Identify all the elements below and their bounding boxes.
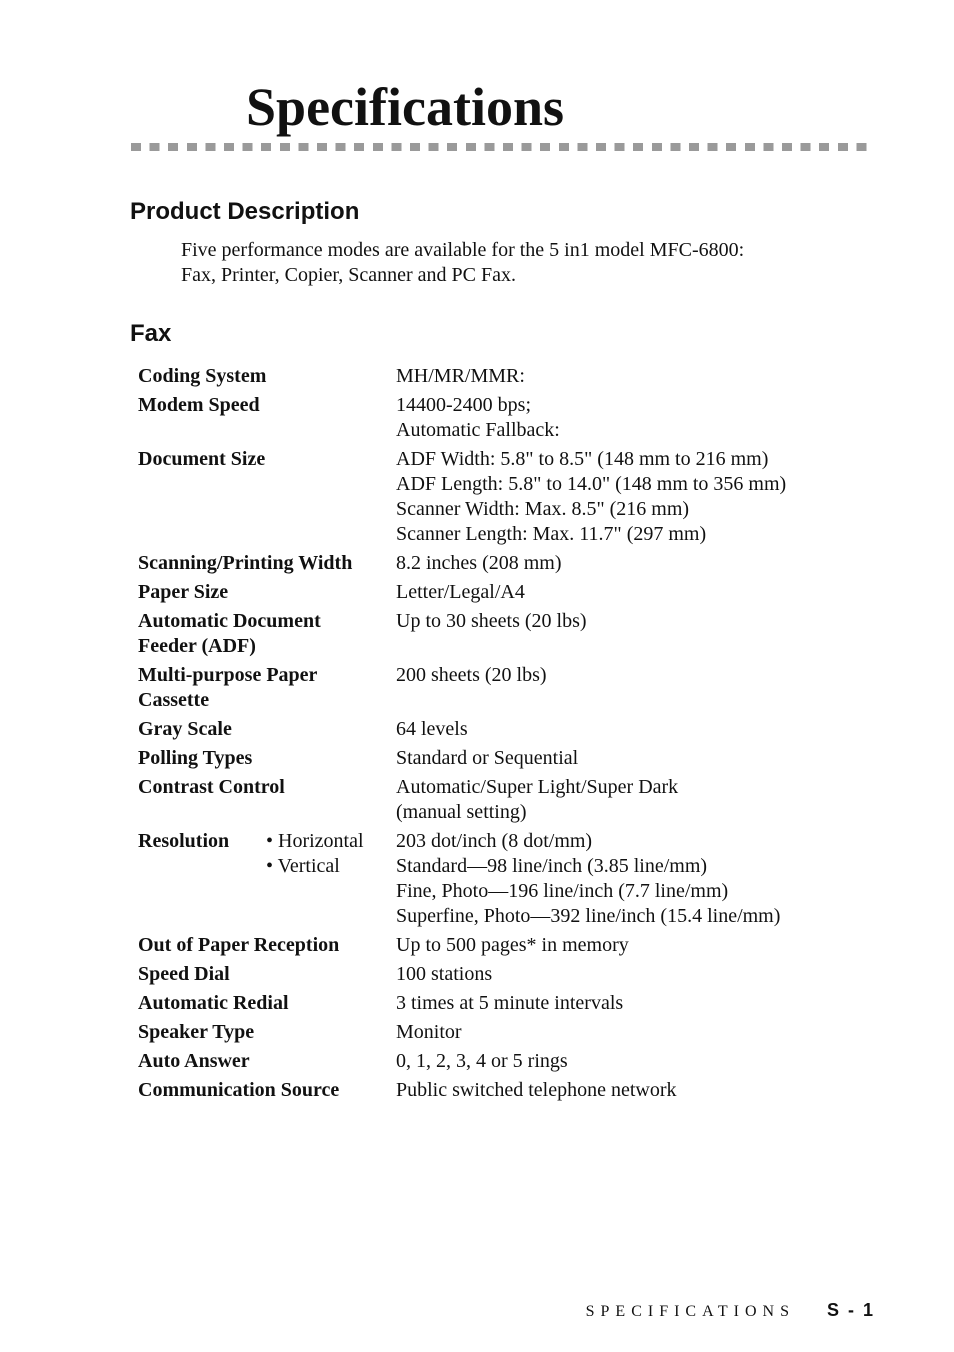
- spec-value-line: Automatic Fallback:: [396, 419, 560, 441]
- product-description-line: Fax, Printer, Copier, Scanner and PC Fax.: [181, 264, 517, 286]
- spec-value-line: Standard or Sequential: [396, 747, 579, 769]
- spec-value-line: ADF Length: 5.8" to 14.0" (148 mm to 356 mm): [396, 473, 787, 495]
- spec-value: [396, 1020, 838, 1045]
- spec-label: [138, 663, 396, 713]
- footer-page-number: S - 1: [826, 1300, 875, 1320]
- spec-label: [138, 829, 396, 929]
- spec-value: [396, 663, 838, 713]
- spec-label-text: Document Size: [138, 448, 266, 470]
- spec-value-line: 8.2 inches (208 mm): [396, 552, 562, 574]
- fax-spec-table: [138, 364, 838, 1107]
- spec-label: [138, 551, 396, 576]
- spec-label-text: Out of Paper Reception: [138, 934, 340, 956]
- spec-row-gray-scale: [138, 717, 838, 742]
- spec-value: [396, 609, 838, 659]
- spec-label-text: Automatic Document Feeder (ADF): [138, 610, 321, 657]
- spec-row-automatic-redial: [138, 991, 838, 1016]
- spec-label: [138, 1078, 396, 1103]
- spec-value-line: ADF Width: 5.8" to 8.5" (148 mm to 216 mm): [396, 448, 769, 470]
- spec-label-text: Modem Speed: [138, 394, 260, 416]
- spec-row-scanning-printing-width: [138, 551, 838, 576]
- spec-row-paper-cassette: [138, 663, 838, 713]
- spec-row-auto-answer: [138, 1049, 838, 1074]
- spec-value-line: Monitor: [396, 1021, 462, 1043]
- spec-value-line: Scanner Length: Max. 11.7" (297 mm): [396, 523, 707, 545]
- spec-value-line: 3 times at 5 minute intervals: [396, 992, 624, 1014]
- spec-label-text: Automatic Redial: [138, 992, 289, 1014]
- resolution-sub-label: • Horizontal: [266, 830, 364, 852]
- spec-value: [396, 447, 838, 547]
- spec-value-line: 100 stations: [396, 963, 493, 985]
- spec-row-communication-source: [138, 1078, 838, 1103]
- spec-label: [138, 933, 396, 958]
- spec-row-polling-types: [138, 746, 838, 771]
- spec-label: [138, 447, 396, 547]
- spec-label-text: Paper Size: [138, 581, 229, 603]
- spec-row-out-of-paper: [138, 933, 838, 958]
- spec-value-line: Up to 30 sheets (20 lbs): [396, 610, 587, 632]
- spec-value: [396, 746, 838, 771]
- spec-label-text: Scanning/Printing Width: [138, 552, 353, 574]
- spec-value: [396, 962, 838, 987]
- spec-value-line: Letter/Legal/A4: [396, 581, 525, 603]
- spec-label: [138, 962, 396, 987]
- spec-label: [138, 717, 396, 742]
- spec-label-text: Resolution: [138, 830, 230, 852]
- spec-label: [138, 364, 396, 389]
- spec-value-line: Up to 500 pages* in memory: [396, 934, 629, 956]
- spec-row-resolution: [138, 829, 838, 929]
- spec-label: [138, 1049, 396, 1074]
- spec-value: [396, 1049, 838, 1074]
- product-description-text: [181, 238, 841, 288]
- spec-label: [138, 580, 396, 605]
- spec-label: [138, 775, 396, 825]
- spec-value: [396, 580, 838, 605]
- spec-value-line: 14400-2400 bps;: [396, 394, 531, 416]
- spec-row-speed-dial: [138, 962, 838, 987]
- spec-label: [138, 1020, 396, 1045]
- spec-label-text: Auto Answer: [138, 1050, 250, 1072]
- spec-label: [138, 609, 396, 659]
- spec-value: [396, 717, 838, 742]
- spec-row-speaker-type: [138, 1020, 838, 1045]
- product-description-line: Five performance modes are available for the 5 in1 model MFC-6800:: [181, 239, 745, 261]
- spec-label-text: Polling Types: [138, 747, 253, 769]
- spec-value-line: 203 dot/inch (8 dot/mm): [396, 830, 593, 852]
- spec-label: [138, 746, 396, 771]
- spec-row-paper-size: [138, 580, 838, 605]
- spec-value-line: Standard—98 line/inch (3.85 line/mm): [396, 855, 708, 877]
- spec-value: [396, 1078, 838, 1103]
- spec-row-modem-speed: [138, 393, 838, 443]
- spec-value-line: Fine, Photo—196 line/inch (7.7 line/mm): [396, 880, 729, 902]
- spec-label-text: Communication Source: [138, 1079, 340, 1101]
- spec-row-adf: [138, 609, 838, 659]
- spec-label-text: Gray Scale: [138, 718, 232, 740]
- spec-label-text: Speaker Type: [138, 1021, 255, 1043]
- spec-value: [396, 551, 838, 576]
- spec-value-line: (manual setting): [396, 801, 527, 823]
- spec-value-line: Automatic/Super Light/Super Dark: [396, 776, 679, 798]
- spec-value: [396, 933, 838, 958]
- spec-value: [396, 364, 838, 389]
- spec-value-line: 0, 1, 2, 3, 4 or 5 rings: [396, 1050, 568, 1072]
- page-footer: [0, 1298, 875, 1324]
- resolution-sub-labels: [266, 829, 364, 929]
- spec-row-contrast-control: [138, 775, 838, 825]
- spec-value-line: Public switched telephone network: [396, 1079, 677, 1101]
- spec-value-line: Scanner Width: Max. 8.5" (216 mm): [396, 498, 690, 520]
- spec-value-line: 200 sheets (20 lbs): [396, 664, 547, 686]
- spec-label: [138, 393, 396, 443]
- page-title: Specifications: [246, 77, 564, 137]
- spec-label-text: Coding System: [138, 365, 267, 387]
- title-dotted-rule: [131, 143, 875, 151]
- spec-label-text: Speed Dial: [138, 963, 230, 985]
- spec-value: [396, 829, 838, 929]
- resolution-sub-label: • Vertical: [266, 855, 340, 877]
- spec-value: [396, 775, 838, 825]
- spec-label-text: Multi-purpose Paper Cassette: [138, 664, 318, 711]
- footer-section-name: SPECIFICATIONS: [585, 1303, 795, 1320]
- spec-value-line: MH/MR/MMR:: [396, 365, 525, 387]
- spec-row-coding-system: [138, 364, 838, 389]
- spec-value: [396, 393, 838, 443]
- spec-value-line: 64 levels: [396, 718, 468, 740]
- spec-label-text: Contrast Control: [138, 776, 285, 798]
- spec-label: [138, 991, 396, 1016]
- fax-heading: Fax: [130, 320, 172, 347]
- product-description-heading: Product Description: [130, 198, 360, 225]
- spec-row-document-size: [138, 447, 838, 547]
- spec-value-line: Superfine, Photo—392 line/inch (15.4 line/mm): [396, 905, 781, 927]
- spec-value: [396, 991, 838, 1016]
